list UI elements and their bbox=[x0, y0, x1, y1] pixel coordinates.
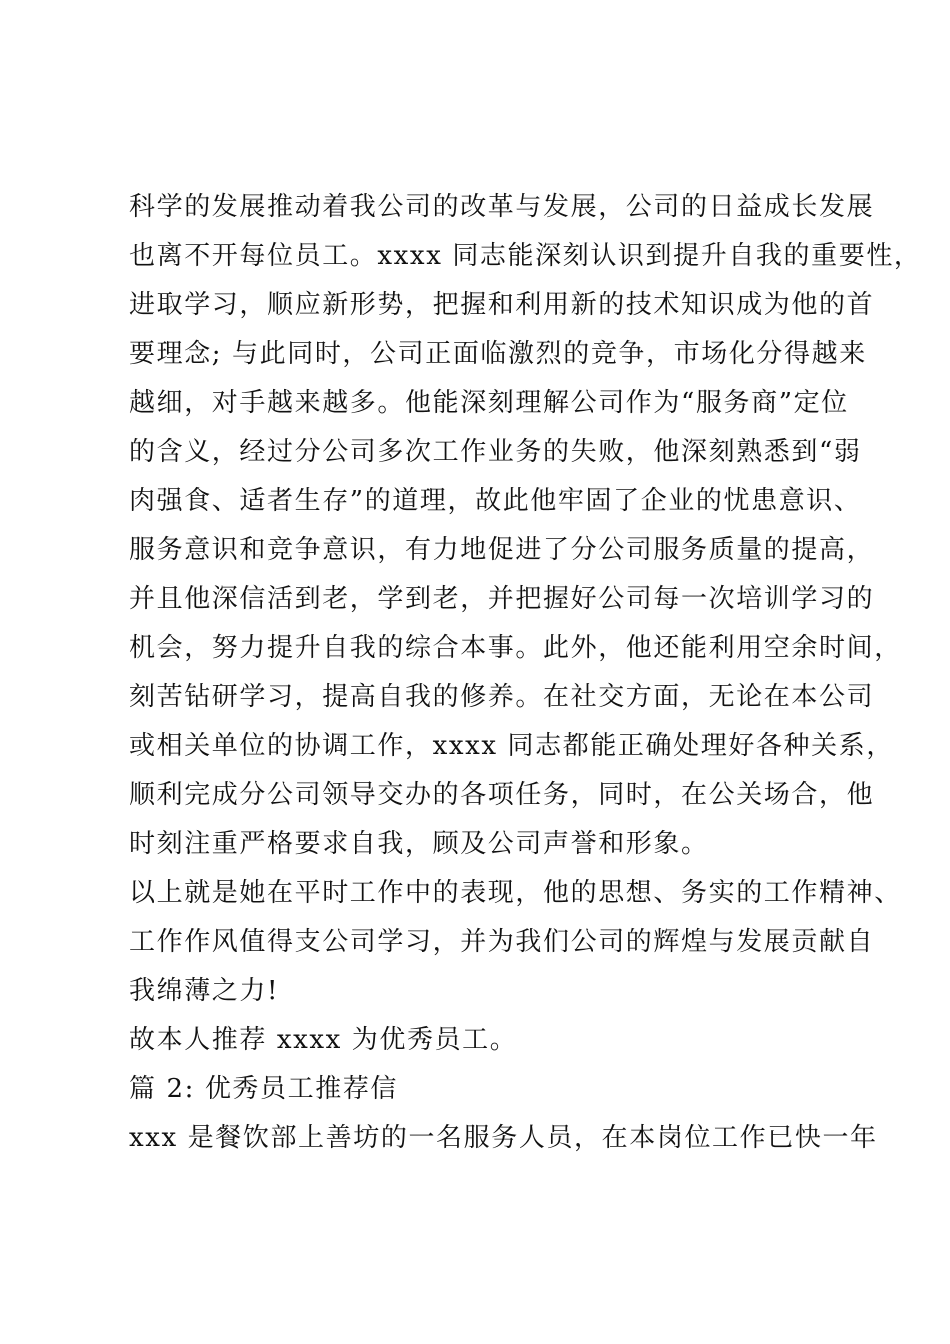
text-line: 机会，努力提升自我的综合本事。此外，他还能利用空余时间， bbox=[129, 633, 902, 663]
section-heading: 篇 2: 优秀员工推荐信 bbox=[129, 1074, 399, 1104]
text-line: 的含义，经过分公司多次工作业务的失败，他深刻熟悉到“弱 bbox=[129, 437, 862, 467]
text-line: 以上就是她在平时工作中的表现，他的思想、务实的工作精神、 bbox=[129, 878, 902, 908]
text-line: 时刻注重严格要求自我，顾及公司声誉和形象。 bbox=[129, 829, 709, 859]
text-line: 刻苦钻研学习，提高自我的修养。在社交方面，无论在本公司 bbox=[129, 682, 875, 712]
text-line: 故本人推荐 xxxx 为优秀员工。 bbox=[129, 1025, 518, 1055]
text-line: xxx 是餐饮部上善坊的一名服务人员，在本岗位工作已快一年 bbox=[129, 1123, 878, 1153]
body-text bbox=[129, 183, 922, 1163]
text-line: 或相关单位的协调工作，xxxx 同志都能正确处理好各种关系， bbox=[129, 731, 894, 761]
text-line: 要理念; 与此同时，公司正面临激烈的竞争，市场化分得越来 bbox=[129, 339, 867, 369]
text-line: 科学的发展推动着我公司的改革与发展，公司的日益成长发展 bbox=[129, 192, 875, 222]
text-line: 服务意识和竞争意识，有力地促进了分公司服务质量的提高， bbox=[129, 535, 875, 565]
text-line: 并且他深信活到老，学到老，并把握好公司每一次培训学习的 bbox=[129, 584, 875, 614]
text-line: 我绵薄之力! bbox=[129, 976, 280, 1006]
text-line: 进取学习，顺应新形势，把握和利用新的技术知识成为他的首 bbox=[129, 290, 875, 320]
text-line: 顺利完成分公司领导交办的各项任务，同时，在公关场合，他 bbox=[129, 780, 875, 810]
text-line: 工作作风值得支公司学习，并为我们公司的辉煌与发展贡献自 bbox=[129, 927, 875, 957]
text-line: 肉强食、适者生存”的道理，故此他牢固了企业的忧患意识、 bbox=[129, 486, 862, 516]
text-line: 也离不开每位员工。xxxx 同志能深刻认识到提升自我的重要性， bbox=[129, 241, 922, 271]
text-line: 越细，对手越来越多。他能深刻理解公司作为“服务商”定位 bbox=[129, 388, 849, 418]
